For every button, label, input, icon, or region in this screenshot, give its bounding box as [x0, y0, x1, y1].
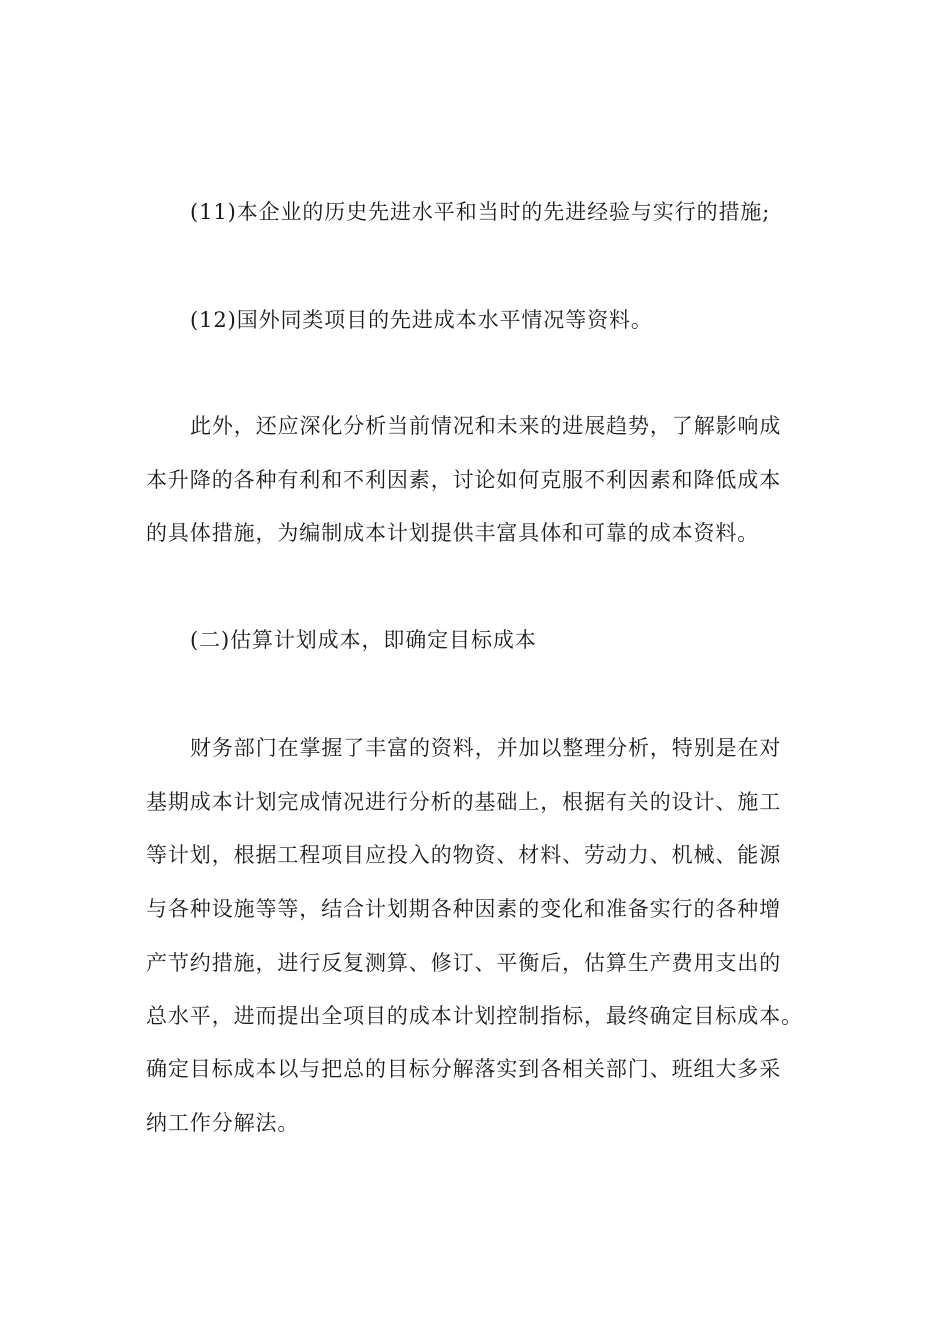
paragraph-line: 等计划，根据工程项目应投入的物资、材料、劳动力、机械、能源: [146, 843, 782, 867]
paragraph-line: 确定目标成本以与把总的目标分解落实到各相关部门、班组大多采: [146, 1057, 782, 1081]
paragraph-line: 的具体措施，为编制成本计划提供丰富具体和可靠的成本资料。: [146, 521, 760, 545]
paragraph-line: 产节约措施，进行反复测算、修订、平衡后，估算生产费用支出的: [146, 951, 782, 975]
list-item-12: (12)国外同类项目的先进成本水平情况等资料。: [190, 308, 653, 332]
paragraph-line: 总水平，进而提出全项目的成本计划控制指标，最终确定目标成本。: [146, 1004, 803, 1028]
paragraph-line: 财务部门在掌握了丰富的资料，并加以整理分析，特别是在对: [190, 736, 782, 760]
paragraph-line: 本升降的各种有利和不利因素，讨论如何克服不利因素和降低成本: [146, 468, 782, 492]
paragraph-line: 纳工作分解法。: [146, 1111, 300, 1135]
paragraph-line: 基期成本计划完成情况进行分析的基础上，根据有关的设计、施工: [146, 790, 782, 814]
list-item-11: (11)本企业的历史先进水平和当时的先进经验与实行的措施;: [190, 200, 771, 224]
paragraph-line: 此外，还应深化分析当前情况和未来的进展趋势，了解影响成: [190, 414, 782, 438]
section-heading: (二)估算计划成本，即确定目标成本: [190, 628, 537, 652]
paragraph-line: 与各种设施等等，结合计划期各种因素的变化和准备实行的各种增: [146, 897, 782, 921]
